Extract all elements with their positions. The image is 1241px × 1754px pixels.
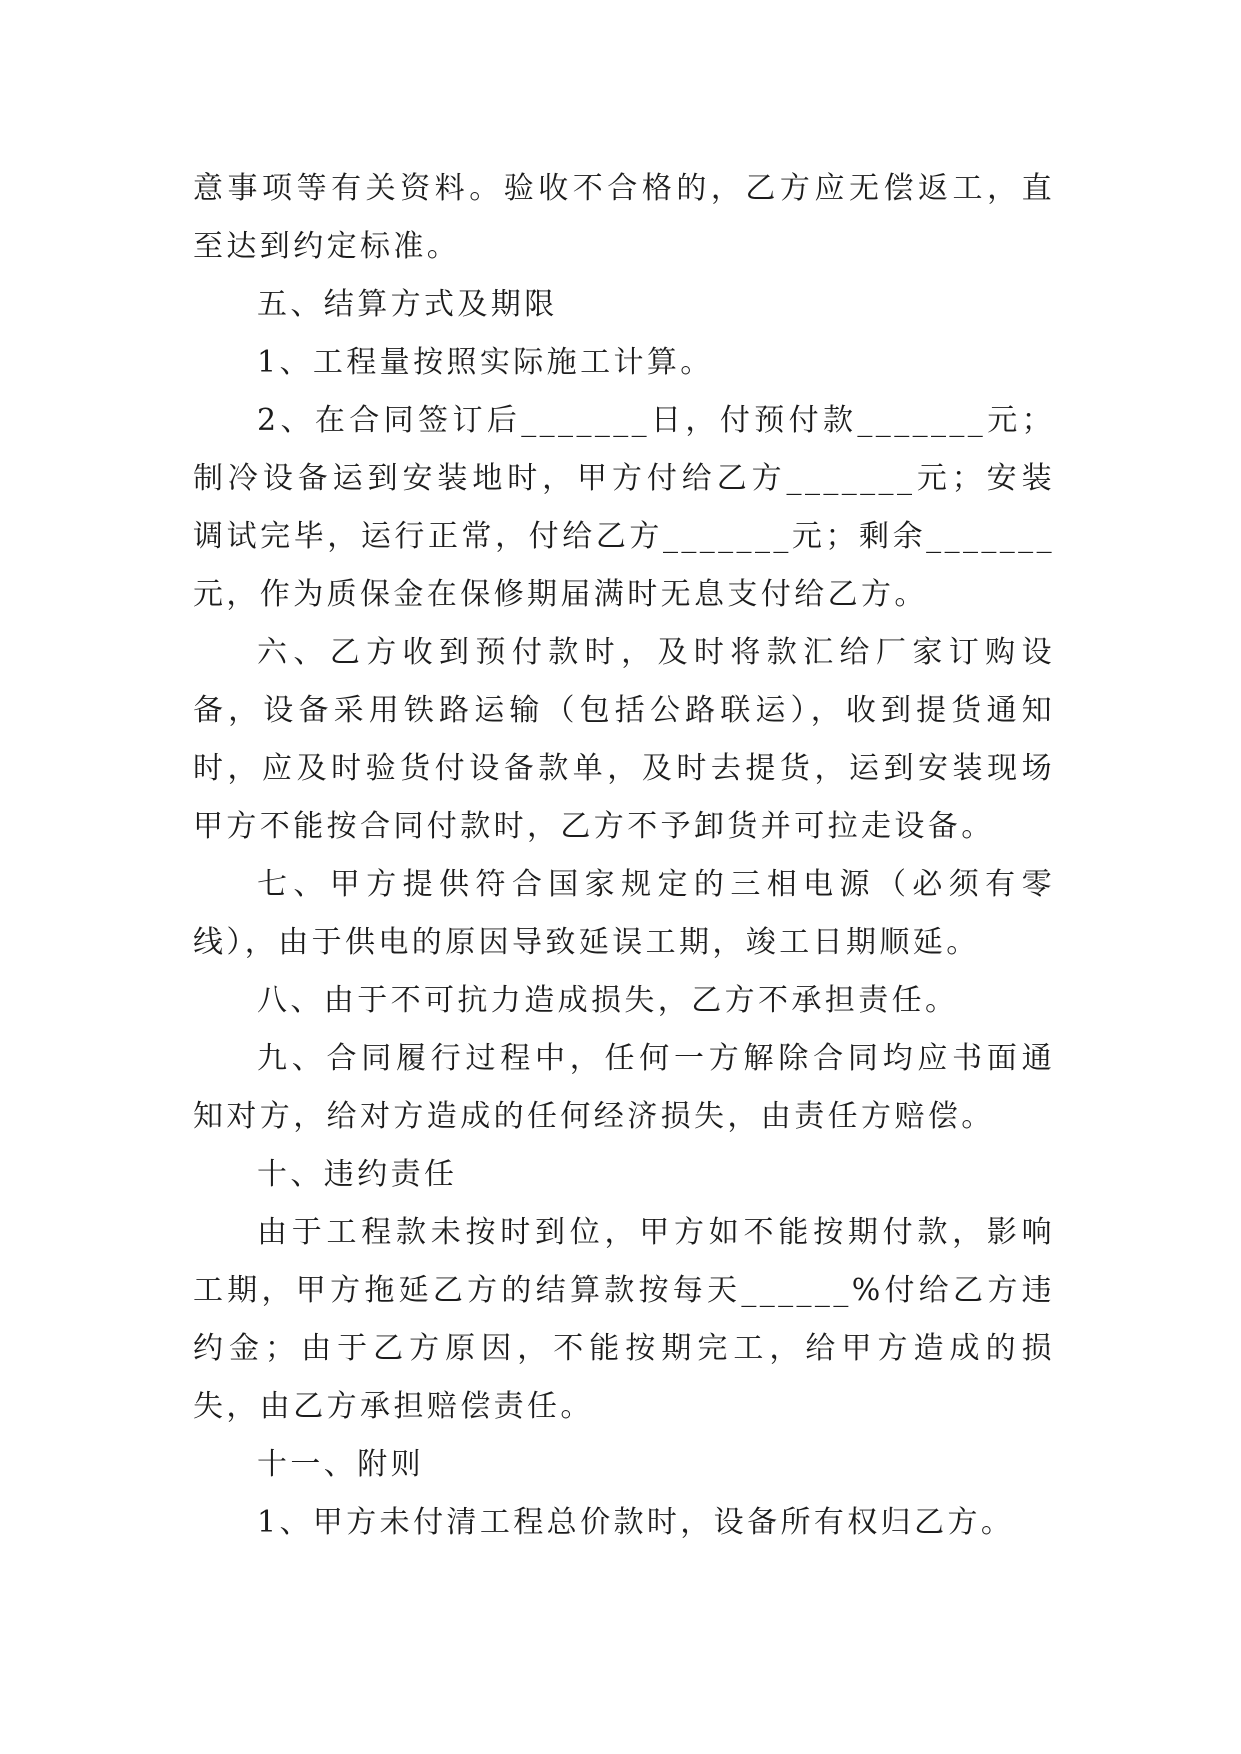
heading-settlement: 五、结算方式及期限	[257, 287, 558, 322]
document-body	[193, 160, 1055, 1552]
paragraph-clause-8: 八、由于不可抗力造成损失，乙方不承担责任。	[257, 983, 959, 1018]
paragraph-clause-6: 六、乙方收到预付款时，及时将款汇给厂家订购设备，设备采用铁路运输（包括公路联运），收到提货通知时，应及时验货付设备款单，及时去提货，运到安装现场甲方不能按合同付款时，乙方不予卸货并可拉走设备。	[193, 635, 1055, 844]
paragraph-acceptance-continued: 意事项等有关资料。验收不合格的，乙方应无偿返工，直至达到约定标准。	[193, 171, 1055, 264]
paragraph-settlement-2: 2、在合同签订后_______日，付预付款_______元；制冷设备运到安装地时，甲方付给乙方_______元；安装调试完毕，运行正常，付给乙方_______元；剩余_______元，作为质保金在保修期届满时无息支付给乙方。	[193, 403, 1055, 612]
paragraph-settlement-1: 1、工程量按照实际施工计算。	[257, 345, 714, 380]
heading-liability: 十、违约责任	[257, 1157, 458, 1192]
paragraph-liability: 由于工程款未按时到位，甲方如不能按期付款，影响工期，甲方拖延乙方的结算款按每天______%付给乙方违约金；由于乙方原因，不能按期完工，给甲方造成的损失，由乙方承担赔偿责任。	[193, 1215, 1055, 1424]
paragraph-clause-9: 九、合同履行过程中，任何一方解除合同均应书面通知对方，给对方造成的任何经济损失，由责任方赔偿。	[193, 1041, 1055, 1134]
heading-supplementary: 十一、附则	[257, 1447, 424, 1482]
paragraph-clause-7: 七、甲方提供符合国家规定的三相电源（必须有零线），由于供电的原因导致延误工期，竣工日期顺延。	[193, 867, 1055, 960]
paragraph-supplementary-1: 1、甲方未付清工程总价款时，设备所有权归乙方。	[257, 1505, 1015, 1540]
